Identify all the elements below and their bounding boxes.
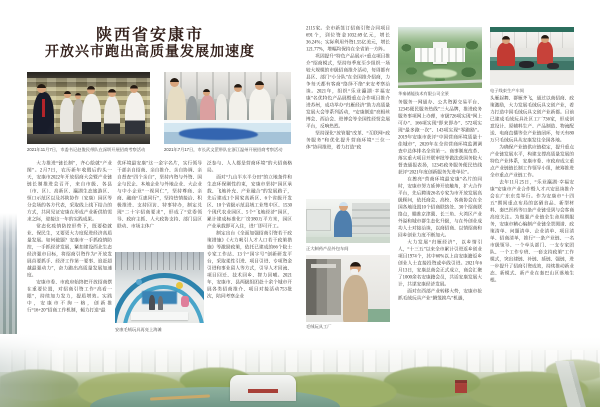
body-paragraph: 泛参与、人人都是营商环境”的大招商格局。 [207, 161, 292, 173]
plush-toy-pink [181, 296, 189, 307]
photo-caption: 电子线束生产车间 [490, 88, 525, 93]
photo-caption: 2021年11月7日，市委书记赵俊民带队在深圳开展招商考察活动 [27, 147, 146, 152]
machinery-pipe [311, 264, 336, 268]
person-head [87, 86, 95, 94]
red-tie [42, 99, 45, 116]
photo-caption: 2021年7月17日，市长武文罡带队在浙江温州开展招商考察活动 [164, 147, 283, 152]
packaging-machine [306, 209, 331, 231]
body-paragraph: 巩固提升“特色产品展示+重点项目推介”招商模式，坚持每季度至少组织一场较大规模的市级招商推介活动，每周都有县区、部门“小分队”在全国推介招商，力争每天都有客商“络绎不绝”来安考察洽谈。2021年，组织“乐业瀛湖·幸福安康”名优特色产品展暨重点合作项目推介进苏州，成功举办“归雁经济”助力高质量发展大会等系列活动，“安康制造”亮相丝博会、西洽会、进博会等全国性经贸会展平台，反响热烈。 [306, 54, 390, 129]
body-paragraph: 常态化疫情防控形势下，既要稳就业、保民生，又要更大力度促进经济高质量发展。如何破题？安康市一手抓疫情防控，一手抓经济发展，紧扣建设西北生态经济强市目标，将招商引资作为“开放发展首要抓手、经济工作第一要事、追赶超越最强动力”，奋力跑出高质量发展加速度。 [27, 224, 112, 278]
body-paragraph: 务服务一网通办、公共资源交易平台、12345便民服务热线”三大品牌，推进政务服务事项网上办理，市级726项实现“网上可办”、166项实现“即来即办”、572项实现“最多跑一次”、143项实现“零跑路”。2019年安康市获评“中国营商环境质量十佳城市”，2020年在全省营商环境监测调查中总体排名全省第一。商事制度改革、落实重大项目并联审批等做法获国务院大督查通报表扬，12345政务服务便民热线获评“2021年度创新服务先进单位”。 [398, 100, 482, 175]
left-edge-city-photo [0, 213, 17, 334]
face-mask [351, 269, 358, 274]
worker-red-vest [497, 42, 515, 66]
body-paragraph: 面对“九山半水半分田”的立地条件和生态环保刚性约束，安康市坚持“园区承载、飞地补充、产业融合”的发展路子，先后建成1个国家高新区、6个省级开发区、10个省级示范县域工业集中区、1530个现代农业园区、5个“飞地经济”园区，累计建成标准化厂房380万平方米，园区产业承载即可入住，进厂即可开工。 [207, 175, 292, 229]
left-column-3 [207, 160, 292, 334]
article-title-line2: 开放兴市跑出高质量发展加速度 [45, 43, 255, 59]
body-paragraph: 大力发展“归雁经济”，以乡情引人，“十三五”以来全市累计引进返乡创业项目1974个，其中60%以上由安康籍返乡创业人士直接投资或牵线引进。2021年6月13日，安康总商会正式成立，商会汇聚了1000余名安康籍会员，共话安康发展大计，共谋安康经济发展。 [398, 240, 482, 287]
person-figure [274, 94, 287, 123]
person-head-hairnet [339, 202, 348, 211]
photo-wenzhou-investment-visit [164, 72, 291, 144]
person-figure [187, 96, 197, 121]
left-column-1 [27, 160, 112, 334]
person-figure [60, 98, 74, 133]
body-paragraph: 制定出台《全面加强招商引资若干政策措施》《大力吸引人才人口若干政策措施》等激励政策，依托已建成的66个院士专家工作站、13个“国字号”创新研发平台，采取柔性引进、项目引进、专项资金引进和事业留人等方式，引导人才回流、项目回迁、技术回乡、智力回哺。2021年，安康市、县两级组团赴十余个城市开展各类招商推介、项目对接活动753批次，陪同考察企业 [207, 231, 292, 299]
body-paragraph: 头雁起舞、群雁齐飞，通过以商招商、政策激励，大力发展毛绒玩具文创产业，着力打造中国毛绒玩具文创产业新都。目前已建成毛绒玩具社区工厂736家，形成创意设计、原辅料生产、产品制造、物流配送、电商直播等全产业链闭环，每天有80万只毛绒玩具从安康发往全国各地。 [490, 96, 574, 143]
city-panorama-photo [0, 334, 600, 407]
harness-parts [519, 61, 534, 68]
photo-wire-harness-workshop [490, 27, 574, 85]
person-head [37, 84, 46, 93]
photo-caption: 毛绒玩具工厂 [306, 324, 332, 329]
body-paragraph: 优环境最安康”这一金字名片，实行领导干部亲自招商、亲自推介、亲自协调、亲自督查“四个亲自”，坚持内资与外资、国企与民企、本地企业与外地企业、大企业与中小企业“一视同仁”，坚持尊商、亲商、融商“互惠同行”，坚持热情接洽、积极推进、支持回访、特事特办，制定兑现“二十字招商要求”，形成了“党委领导、政府主抓、人大政协支持、部门县区联动、市场主体广 [117, 161, 202, 229]
person-head [108, 89, 116, 97]
work-table [306, 237, 390, 243]
balloon-yellow [176, 282, 183, 289]
worker-red-vest [537, 41, 553, 64]
photo-expo-booth [115, 252, 204, 323]
person-head [75, 93, 81, 99]
building-cluster [415, 48, 465, 63]
body-paragraph: 安康市委、市政府始终把开放招商摆在重要位置，对招商引资工作“高看一眼”，持续加力发力，提质增效。实践中，安康市不拘一格，创新推行“16+20”招商工作机制，倾力打造“最 [27, 280, 112, 313]
body-paragraph: 2115家。全市新签订招商引资合同项目691个，到位资金1032.69亿元，增长36.24%；实际利用外资1.55亿美元，增长121.77%，增幅均保持在全省第一方阵。 [306, 26, 390, 52]
article-title-line1: 陕西省安康市 [95, 27, 204, 44]
photo-plush-toy-factory [306, 255, 390, 322]
person-head [502, 36, 510, 44]
display-table [27, 134, 150, 144]
harness-parts [547, 63, 559, 69]
person-head [203, 89, 210, 96]
person-figure [216, 94, 227, 123]
photo-caption: 安康毛绒玩具再亮上海滩 [115, 327, 162, 332]
right-column-1 [306, 25, 390, 197]
haze-overlay [0, 334, 600, 407]
right-column-2 [398, 99, 482, 332]
body-paragraph: 去年11月25日，“乐业瀛湖·幸福安康”安康市产业合作暨人才兴安恳谈推介会在广东东莞举行。作为安康市“十四五”期间重点布局的富硒食品、新型材料、秦巴医药等11条产业链受到与会客商高度关注。为做强产业链全生命周期服务，安康市精心编制产业链全景图谱、政策清单、问题清单、企业清单、项目清单、招商清单，推行“一条产业链、一名市级领导、一个牵头部门、一支专家团队、一个工作专班、一套支持政策”工作模式，突出建链、补链、延链、强链，进一步提升了招商引资成效，持续推动新业态、新模式、新产业在秦巴山区落地生根。 [490, 180, 574, 283]
body-paragraph: 坚持深化“放管服”改革、“互联网+政务服务”和优化提升营商环境“三位一体”协同推进，着力打造“政 [306, 131, 390, 150]
body-paragraph: 在擦亮“营商环境最安康”名片的同时，安康市努力延伸开放触角，扩大合作平台，先后聘请26名专家为市开放发展高级顾问，依托商会、高校、各商协会在全国各地设置10个招商联络处、30个招商联络点，瞄准京津冀、长三角、大湾区产业外溢和城市群生态化升级，与在外创业成功人士对接洽谈，以商招商、以情招商和回乡创业力度不断加大。 [398, 177, 482, 238]
body-paragraph: 大力推进“链长制”，齐心绘就“产业图”。2月7日，农历新年收假后的头一天，安康市2022年开放招商大会暨产业链链长制推进会召开，来自市级、各县（市、区）、高新区、瀛湖生态旅游区、恒口示范区以及苏陕协作（安康）园区等分会场的各方代表，采取线上线下结合的方式，共同见证安康在形成产业新供给需求之际，迎接这一年的实践成果。 [27, 161, 112, 222]
right-column-3 [490, 95, 574, 331]
equipment-rack [352, 203, 390, 234]
body-paragraph: 面对东西部产业转移大势，安康市抢抓毛绒玩具产业“腾笼换鸟”机遇， [398, 289, 482, 301]
photo-company-aerial-view [398, 27, 482, 88]
lawn [423, 69, 457, 79]
left-column-2 [117, 160, 202, 250]
person-head [234, 84, 242, 92]
booth-counter [131, 312, 188, 321]
work-table [490, 71, 574, 85]
body-paragraph: 为确保产业链供应链稳定，提升重点产业链发展水平，构建支撑高质量发展的特色产业体系，安康市委、市政府成立重点产业链链长制工作领导小组，统筹推进全市重点产业链工作。 [490, 145, 574, 178]
photo-pharma-packaging-workshop [306, 199, 390, 243]
photo-shenzhen-investment-visit [27, 72, 150, 144]
photo-caption: 华秦储能技术有限公司全景 [398, 91, 450, 96]
person-figure [158, 296, 163, 310]
photo-caption: 正大制药产品外包车间 [306, 246, 349, 251]
worker-figure [343, 275, 368, 322]
person-figure [149, 295, 155, 311]
truss-ceiling [115, 252, 204, 270]
